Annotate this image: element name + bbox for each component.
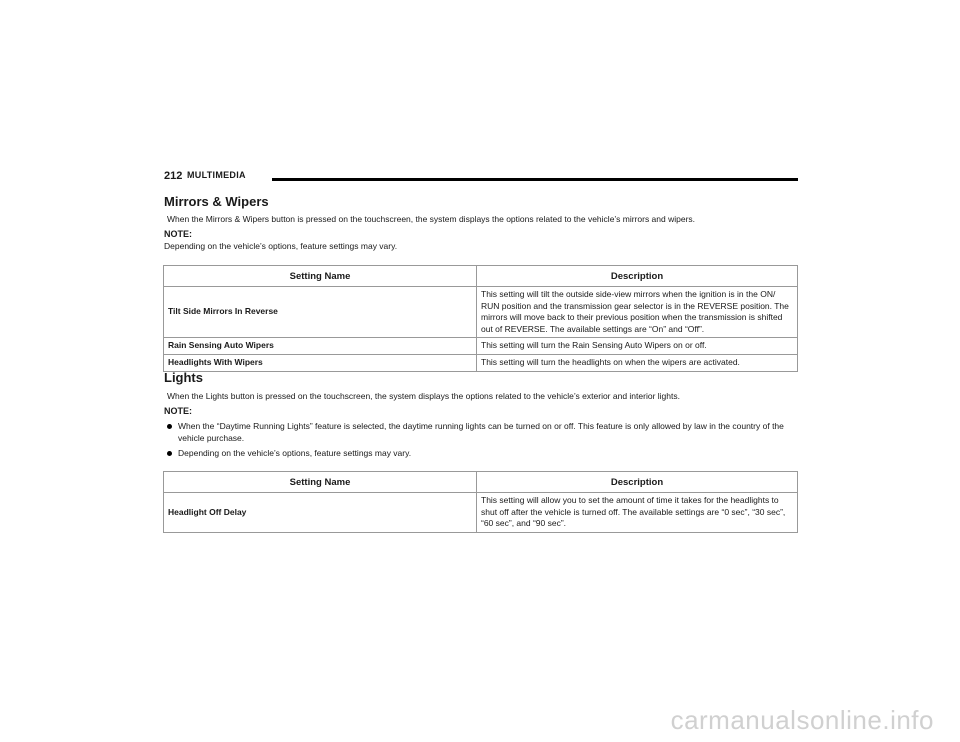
bullet-icon [167,424,172,429]
bullet-text: Depending on the vehicle’s options, feature settings may vary. [178,448,412,458]
column-header-setting-name: Setting Name [164,472,477,493]
watermark-text: carmanualsonline.info [670,705,934,735]
list-item [167,420,797,444]
mirrors-wipers-note-text: Depending on the vehicle’s options, feature settings may vary. [164,241,398,251]
list-item [167,447,797,459]
page-header [164,170,798,186]
bullet-icon [167,451,172,456]
table-row [164,355,798,372]
mirrors-wipers-heading: Mirrors & Wipers [164,194,269,209]
column-header-description: Description [477,472,798,493]
lights-intro: When the Lights button is pressed on the touchscreen, the system displays the options related to the vehicle’s exterior and interior lights. [167,391,680,401]
table-header-row [164,266,798,287]
column-header-description: Description [477,266,798,287]
table-row [164,338,798,355]
setting-name-cell: Rain Sensing Auto Wipers [164,338,477,355]
section-title: MULTIMEDIA [187,170,246,180]
mirrors-wipers-intro: When the Mirrors & Wipers button is pressed on the touchscreen, the system displays the options related to the vehicle’s mirrors and wipers. [167,214,696,224]
bullet-text: When the “Daytime Running Lights” feature is selected, the daytime running lights can be turned on or off. This feature is only allowed by law in the country of the vehicle purchase. [178,421,784,443]
setting-description-cell: This setting will turn the Rain Sensing Auto Wipers on or off. [477,338,798,355]
mirrors-wipers-note-label: NOTE: [164,229,192,239]
table-row [164,287,798,338]
column-header-setting-name: Setting Name [164,266,477,287]
setting-description-cell: This setting will turn the headlights on when the wipers are activated. [477,355,798,372]
setting-name-cell: Headlights With Wipers [164,355,477,372]
setting-name-cell: Headlight Off Delay [164,493,477,533]
lights-note-label: NOTE: [164,406,192,416]
setting-name-cell: Tilt Side Mirrors In Reverse [164,287,477,338]
setting-description-cell: This setting will tilt the outside side-view mirrors when the ignition is in the ON/ RUN position and the transmission gear selector is in the REVERSE position. The mirrors will move back to their previous position when the transmission is shifted out of REVERSE. The available settings are “On” and “Off”. [477,287,798,338]
table-row [164,493,798,533]
table-header-row [164,472,798,493]
lights-heading: Lights [164,370,203,385]
page-number: 212 [164,170,183,182]
mirrors-wipers-table [163,265,798,372]
setting-description-cell: This setting will allow you to set the amount of time it takes for the headlights to shut off after the vehicle is turned off. The available settings are “0 sec”, “30 sec”, “60 sec”, and “90 sec”. [477,493,798,533]
lights-table [163,471,798,533]
header-rule [272,178,798,181]
